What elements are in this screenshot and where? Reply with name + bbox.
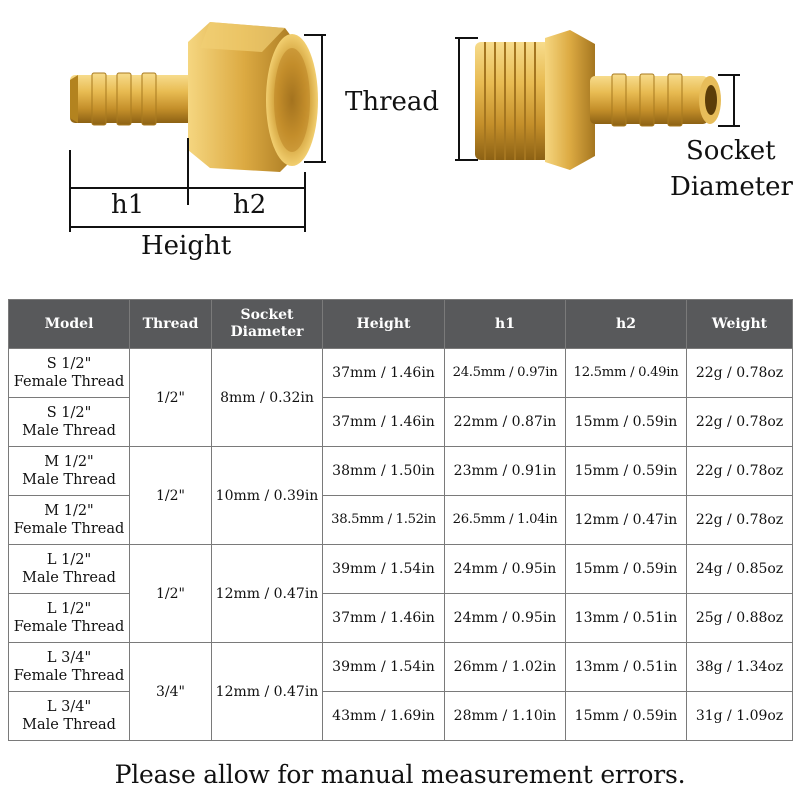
height-cell: 37mm / 1.46in bbox=[323, 349, 445, 398]
weight-cell: 31g / 1.09oz bbox=[687, 692, 793, 741]
model-cell bbox=[9, 692, 130, 741]
h1-cell: 24mm / 0.95in bbox=[445, 545, 566, 594]
table-row bbox=[9, 643, 793, 692]
socket-cell: 10mm / 0.39in bbox=[212, 447, 323, 545]
h1-cell: 23mm / 0.91in bbox=[445, 447, 566, 496]
header-height: Height bbox=[323, 300, 445, 349]
h1-cell: 22mm / 0.87in bbox=[445, 398, 566, 447]
h1-label: h1 bbox=[111, 190, 145, 220]
model-type: Female Thread bbox=[13, 521, 125, 537]
fitting-dimension-diagram bbox=[0, 0, 800, 295]
header-model: Model bbox=[9, 300, 130, 349]
h2-cell: 15mm / 0.59in bbox=[566, 545, 687, 594]
socket-cell: 12mm / 0.47in bbox=[212, 643, 323, 741]
weight-cell: 22g / 0.78oz bbox=[687, 349, 793, 398]
weight-cell: 22g / 0.78oz bbox=[687, 447, 793, 496]
model-cell bbox=[9, 643, 130, 692]
height-cell: 39mm / 1.54in bbox=[323, 545, 445, 594]
model-type: Male Thread bbox=[22, 423, 116, 439]
h2-cell: 15mm / 0.59in bbox=[566, 398, 687, 447]
height-label: Height bbox=[141, 231, 232, 261]
thread-label: Thread bbox=[345, 87, 440, 117]
model-cell bbox=[9, 398, 130, 447]
model-type: Female Thread bbox=[13, 668, 125, 684]
height-cell: 38mm / 1.50in bbox=[323, 447, 445, 496]
table-row bbox=[9, 692, 793, 741]
header-weight: Weight bbox=[687, 300, 793, 349]
weight-cell: 22g / 0.78oz bbox=[687, 496, 793, 545]
socket-cell: 8mm / 0.32in bbox=[212, 349, 323, 447]
h1-cell: 26.5mm / 1.04in bbox=[445, 496, 566, 545]
model-cell bbox=[9, 545, 130, 594]
model-size: S 1/2" bbox=[46, 405, 92, 421]
h1-cell: 28mm / 1.10in bbox=[445, 692, 566, 741]
height-cell: 39mm / 1.54in bbox=[323, 643, 445, 692]
diameter-label: Diameter bbox=[670, 172, 793, 202]
model-size: L 3/4" bbox=[46, 650, 92, 666]
model-cell bbox=[9, 594, 130, 643]
socket-cell: 12mm / 0.47in bbox=[212, 545, 323, 643]
socket-label: Socket bbox=[686, 136, 776, 166]
model-type: Male Thread bbox=[22, 717, 116, 733]
h2-cell: 13mm / 0.51in bbox=[566, 643, 687, 692]
header-thread: Thread bbox=[130, 300, 212, 349]
model-cell bbox=[9, 447, 130, 496]
thread-cell: 1/2" bbox=[130, 349, 212, 447]
model-type: Female Thread bbox=[13, 374, 125, 390]
model-cell bbox=[9, 496, 130, 545]
model-size: L 1/2" bbox=[46, 552, 92, 568]
model-size: L 1/2" bbox=[46, 601, 92, 617]
h1-cell: 26mm / 1.02in bbox=[445, 643, 566, 692]
table-row bbox=[9, 496, 793, 545]
h2-cell: 15mm / 0.59in bbox=[566, 447, 687, 496]
table-row bbox=[9, 447, 793, 496]
model-size: M 1/2" bbox=[44, 454, 94, 470]
h2-cell: 13mm / 0.51in bbox=[566, 594, 687, 643]
h2-cell: 12mm / 0.47in bbox=[566, 496, 687, 545]
model-type: Female Thread bbox=[13, 619, 125, 635]
weight-cell: 22g / 0.78oz bbox=[687, 398, 793, 447]
table-row bbox=[9, 349, 793, 398]
weight-cell: 25g / 0.88oz bbox=[687, 594, 793, 643]
header-h2: h2 bbox=[566, 300, 687, 349]
h2-cell: 12.5mm / 0.49in bbox=[566, 349, 687, 398]
table-header-row bbox=[9, 300, 793, 349]
thread-cell: 3/4" bbox=[130, 643, 212, 741]
h2-label: h2 bbox=[233, 190, 267, 220]
specification-table bbox=[8, 299, 793, 741]
height-cell: 37mm / 1.46in bbox=[323, 398, 445, 447]
male-thread-fitting-image bbox=[475, 30, 721, 170]
h2-cell: 15mm / 0.59in bbox=[566, 692, 687, 741]
model-type: Male Thread bbox=[22, 570, 116, 586]
header-socket-line2: Diameter bbox=[230, 324, 304, 340]
table-row bbox=[9, 594, 793, 643]
table-row bbox=[9, 545, 793, 594]
h1-cell: 24.5mm / 0.97in bbox=[445, 349, 566, 398]
model-cell bbox=[9, 349, 130, 398]
weight-cell: 24g / 0.85oz bbox=[687, 545, 793, 594]
model-size: M 1/2" bbox=[44, 503, 94, 519]
height-cell: 38.5mm / 1.52in bbox=[323, 496, 445, 545]
weight-cell: 38g / 1.34oz bbox=[687, 643, 793, 692]
model-size: L 3/4" bbox=[46, 699, 92, 715]
thread-cell: 1/2" bbox=[130, 447, 212, 545]
measurement-disclaimer: Please allow for manual measurement errors. bbox=[114, 760, 686, 789]
header-h1: h1 bbox=[445, 300, 566, 349]
header-socket-diameter bbox=[212, 300, 323, 349]
h1-cell: 24mm / 0.95in bbox=[445, 594, 566, 643]
header-socket-line1: Socket bbox=[240, 307, 294, 323]
model-size: S 1/2" bbox=[46, 356, 92, 372]
height-cell: 43mm / 1.69in bbox=[323, 692, 445, 741]
dimension-lines bbox=[70, 35, 740, 232]
table-row bbox=[9, 398, 793, 447]
thread-cell: 1/2" bbox=[130, 545, 212, 643]
height-cell: 37mm / 1.46in bbox=[323, 594, 445, 643]
model-type: Male Thread bbox=[22, 472, 116, 488]
female-thread-fitting-image bbox=[70, 22, 318, 172]
